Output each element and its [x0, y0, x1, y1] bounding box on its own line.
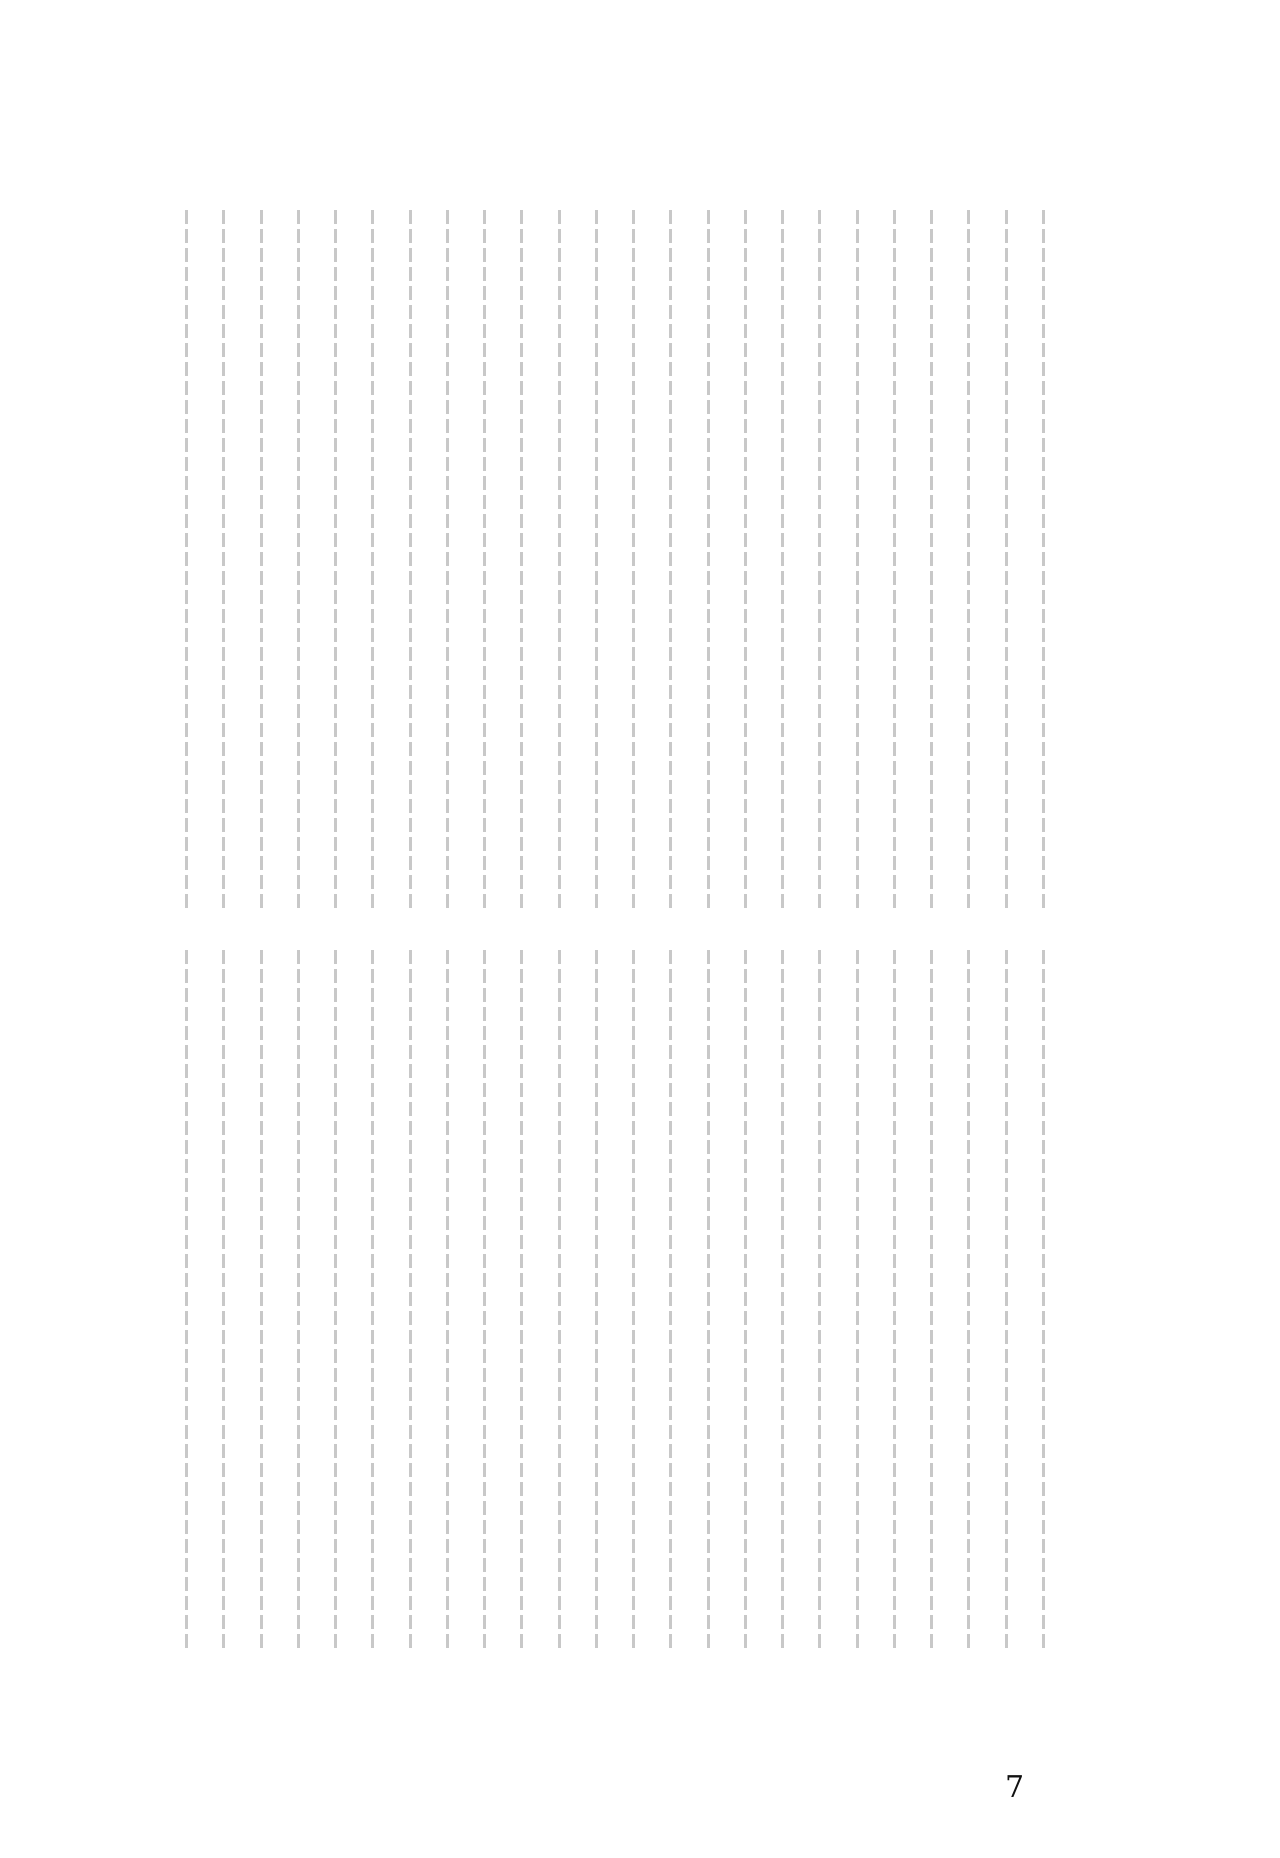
text-column-placeholder — [744, 950, 747, 1650]
text-column-placeholder — [222, 210, 225, 910]
text-column-placeholder — [409, 950, 412, 1650]
text-column-placeholder — [520, 210, 523, 910]
text-column-placeholder — [371, 950, 374, 1650]
text-column-placeholder — [334, 210, 337, 910]
text-column-placeholder — [222, 950, 225, 1650]
text-column-placeholder — [856, 210, 859, 910]
text-column-placeholder — [260, 950, 263, 1650]
text-column-placeholder — [669, 210, 672, 910]
text-column-placeholder — [595, 210, 598, 910]
text-column-placeholder — [707, 950, 710, 1650]
text-column-placeholder — [297, 950, 300, 1650]
text-column-placeholder — [558, 950, 561, 1650]
text-column-placeholder — [483, 210, 486, 910]
text-column-placeholder — [334, 950, 337, 1650]
text-column-placeholder — [446, 950, 449, 1650]
text-column-placeholder — [818, 210, 821, 910]
text-column-placeholder — [632, 210, 635, 910]
text-column-placeholder — [856, 950, 859, 1650]
text-column-placeholder — [1005, 210, 1008, 910]
lower-text-block-placeholder — [185, 950, 1045, 1650]
text-column-placeholder — [967, 210, 970, 910]
text-column-placeholder — [185, 210, 188, 910]
text-column-placeholder — [967, 950, 970, 1650]
text-column-placeholder — [1005, 950, 1008, 1650]
text-column-placeholder — [185, 950, 188, 1650]
text-column-placeholder — [818, 950, 821, 1650]
text-column-placeholder — [893, 950, 896, 1650]
text-column-placeholder — [483, 950, 486, 1650]
text-column-placeholder — [1042, 210, 1045, 910]
text-column-placeholder — [297, 210, 300, 910]
text-column-placeholder — [446, 210, 449, 910]
text-column-placeholder — [744, 210, 747, 910]
text-column-placeholder — [930, 950, 933, 1650]
text-column-placeholder — [520, 950, 523, 1650]
text-column-placeholder — [595, 950, 598, 1650]
page-number: 7 — [1005, 1770, 1025, 1805]
text-column-placeholder — [707, 210, 710, 910]
text-column-placeholder — [669, 950, 672, 1650]
text-column-placeholder — [260, 210, 263, 910]
text-column-placeholder — [781, 950, 784, 1650]
text-column-placeholder — [409, 210, 412, 910]
text-column-placeholder — [1042, 950, 1045, 1650]
upper-text-block-placeholder — [185, 210, 1045, 910]
text-column-placeholder — [781, 210, 784, 910]
text-column-placeholder — [558, 210, 561, 910]
text-column-placeholder — [893, 210, 896, 910]
text-column-placeholder — [371, 210, 374, 910]
text-column-placeholder — [632, 950, 635, 1650]
text-column-placeholder — [930, 210, 933, 910]
